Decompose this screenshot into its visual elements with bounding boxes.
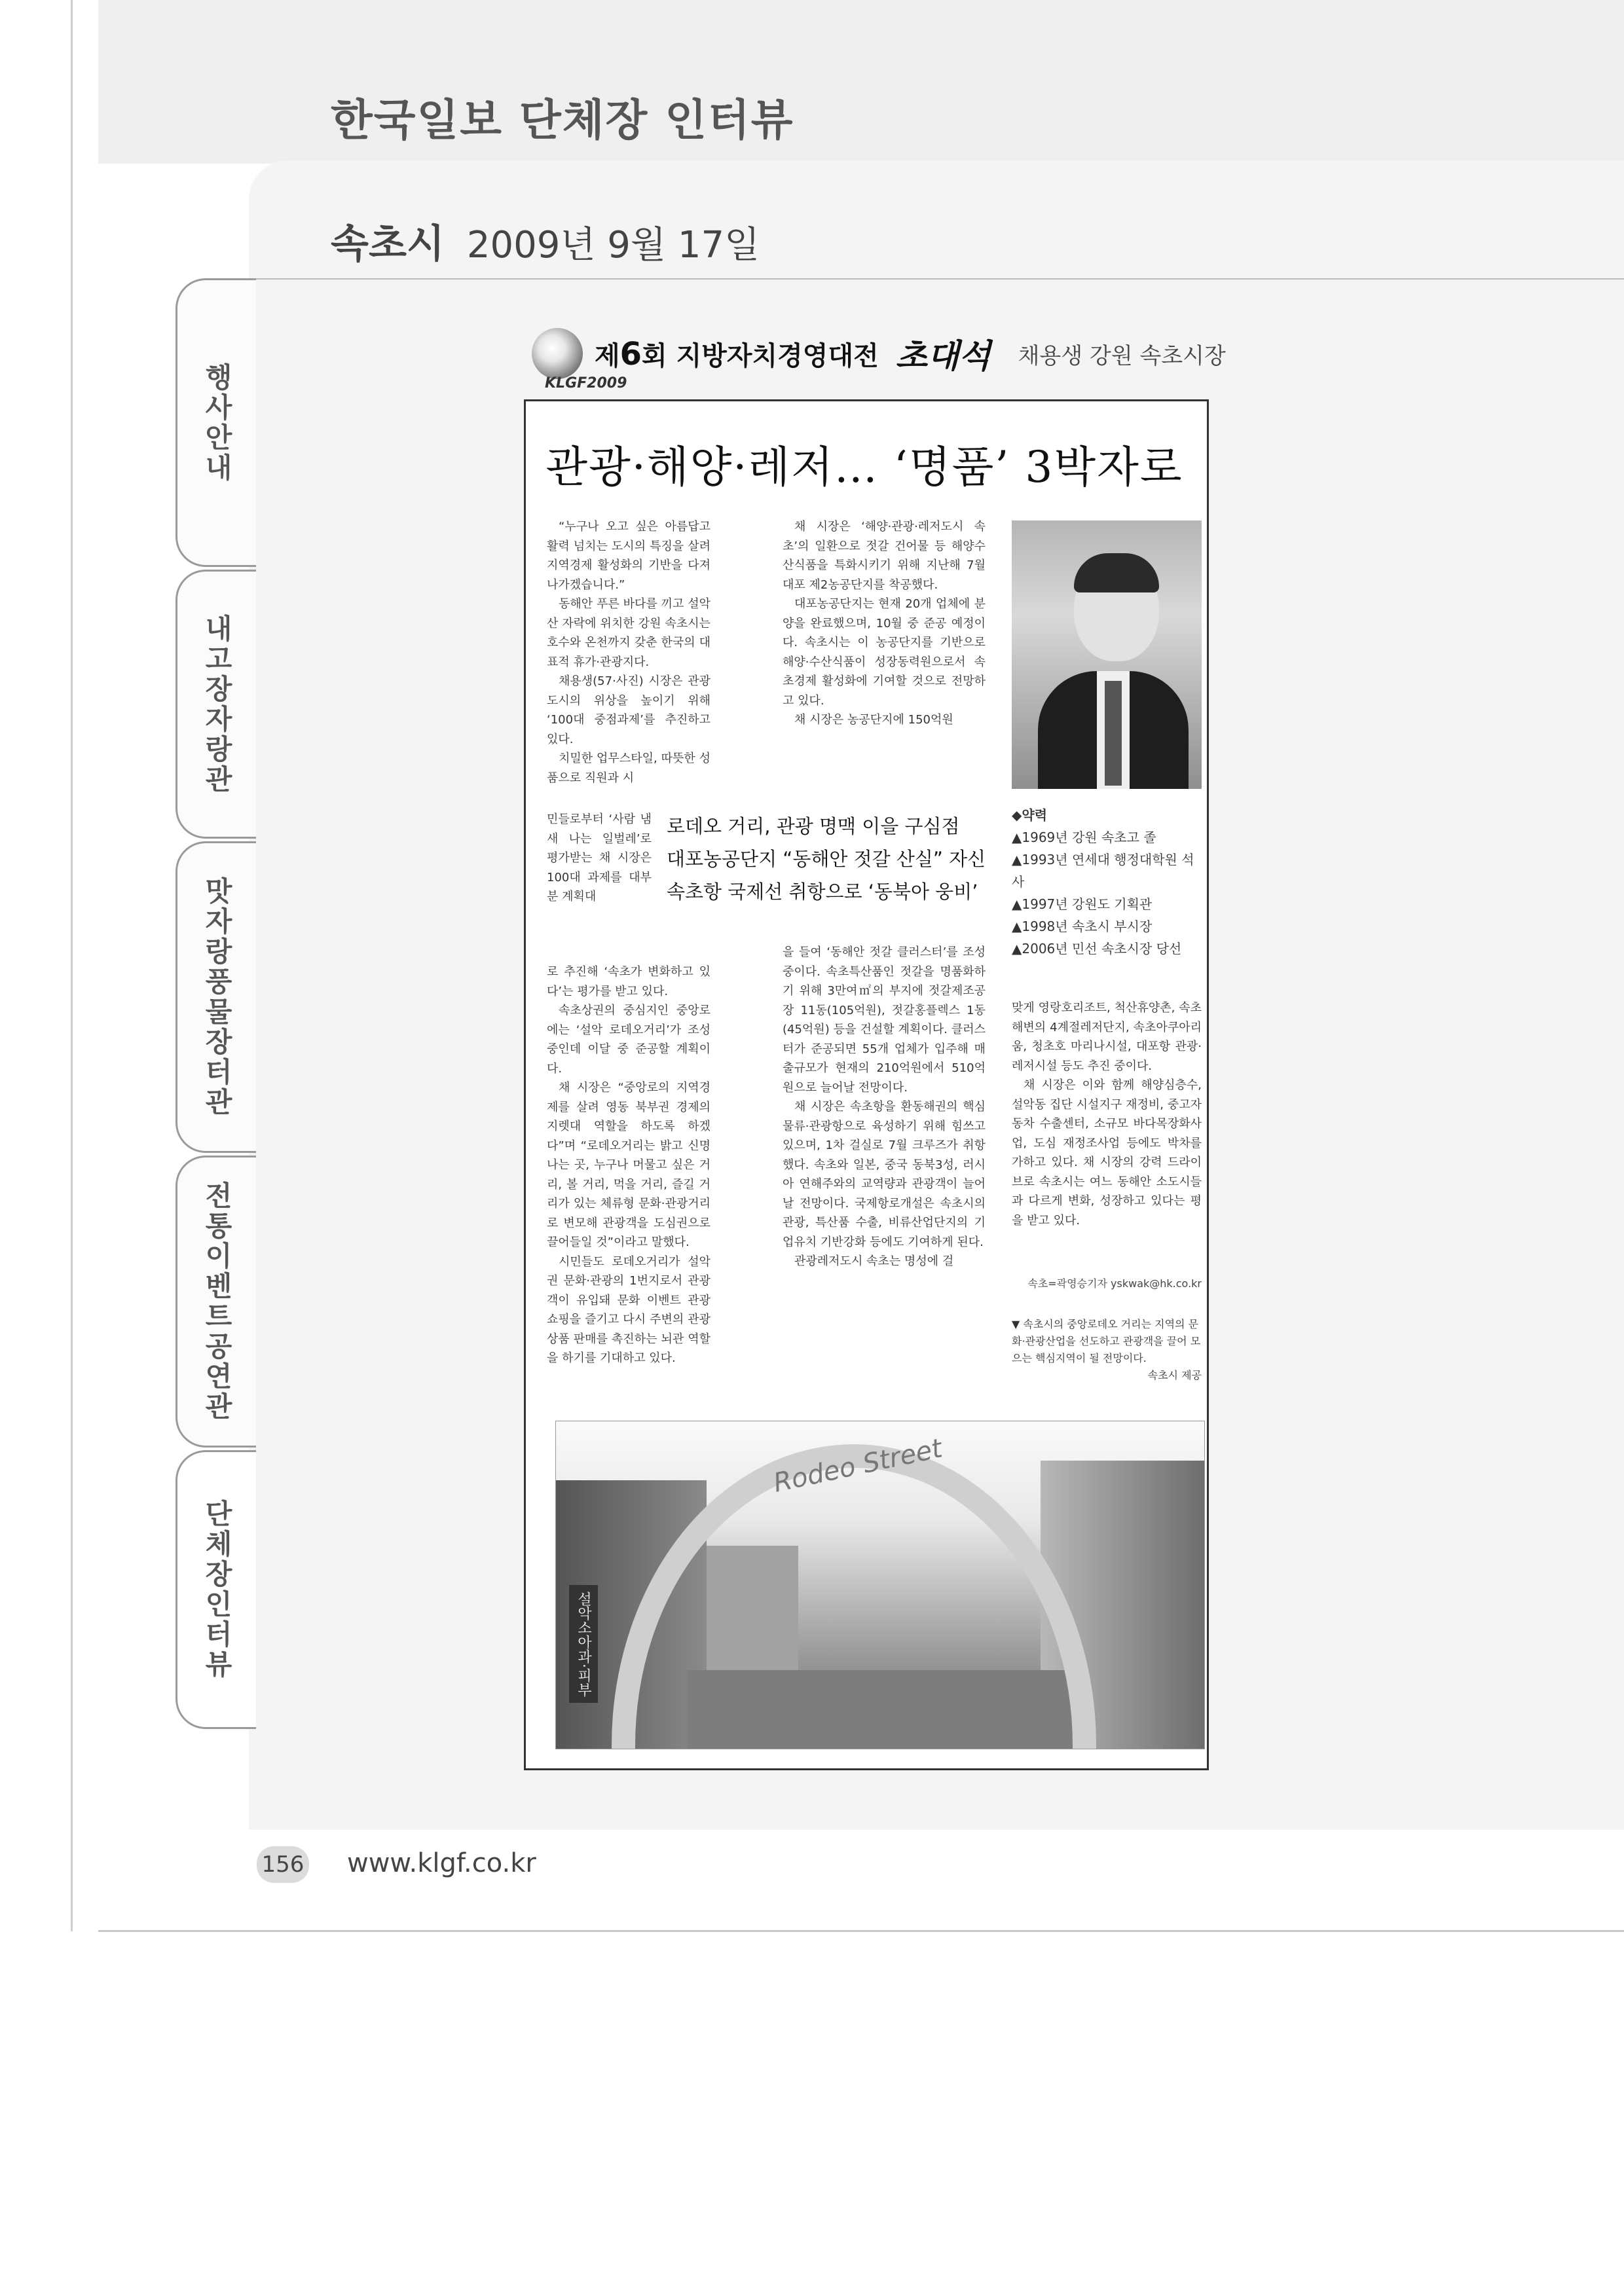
invited-seat-label: 초대석 [895,337,991,375]
logo-text: KLGF2009 [545,375,627,392]
tab-local-pride[interactable]: 내고장자랑관 [175,570,256,839]
career-box [1012,804,1202,960]
page-title: 한국일보 단체장 인터뷰 [331,95,794,145]
paragraph: 을 들여 ‘동해안 젓갈 클러스터’를 조성 중이다. 속초특산품인 젓갈을 명품화하기 위해 3만여㎡의 부지에 젓갈제조공장 11동(105억원), 젓갈홍플렉스 1동(45억원) 등을 건설할 계획이다. 클러스터가 준공되면 55개 업체가 입주해 매출규모가 현재의 210억원에서 510억원으로 늘어날 전망이다. [783,945,986,1095]
career-title: ◆약력 [1012,807,1048,823]
paragraph: 속초상권의 중심지인 중앙로에는 ‘설악 로데오거리’가 조성 중인데 이달 중 준공할 계획이다. [547,1004,710,1076]
paragraph: 채 시장은 “중앙로의 지역경제를 살려 영동 북부권 경제의 지렛대 역할을 하도록 하겠다”며 “로데오거리는 밝고 신명나는 곳, 누구나 머물고 싶은 거리, 볼 거리, 먹을 거리, 즐길 거리가 있는 체류형 문화·관광거리로 변모해 관광객을 도심권으로 끌어들일 것”이라고 말했다. [547,1081,710,1249]
career-item: ▲1997년 강원도 기획관 [1012,896,1153,912]
career-item: ▲1998년 속초시 부시장 [1012,919,1153,934]
paragraph: 채용생(57·사진) 시장은 관광도시의 위상을 높이기 위해 ‘100대 중점과제’를 추진하고 있다. [547,674,710,746]
interviewee: 채용생 강원 속초시장 [1018,342,1226,369]
article-column-3 [1012,998,1202,1230]
paragraph: 동해안 푸른 바다를 끼고 설악산 자락에 위치한 강원 속초시는 호수와 온천까지 갖춘 한국의 대표적 휴가·관광지다. [547,597,710,669]
article-headline: 관광·해양·레저… ‘명품’ 3박자로 [545,442,1183,492]
event-title: 제6회 지방자치경영대전 [595,335,879,373]
paragraph: 채 시장은 농공단지에 150억원 [794,713,953,727]
tab-food-market[interactable]: 맛자랑풍물장터관 [175,841,256,1153]
paragraph: 채 시장은 이와 함께 해양심층수, 설악동 집단 시설지구 재정비, 중고자동차 수출센터, 소규모 바다목장화사업, 도심 재정조사업 등에도 박차를 가하고 있다. 채 시장의 강력 드라이브로 속초시는 여느 동해안 소도시들과 다르게 변화, 성장하고 있다는 평을 받고 있다. [1012,1078,1202,1228]
klgf-logo [532,328,627,392]
photo-caption [1012,1316,1202,1384]
header-band [98,0,1624,164]
tab-traditional-events[interactable]: 전통이벤트공연관 [175,1156,256,1448]
page-number: 156 [257,1846,309,1883]
article-column-1-top [547,517,710,788]
article-date: 2009년 9월 17일 [466,224,760,266]
header-divider [249,278,1624,280]
pull-quote-line: 로데오 거리, 관광 명맥 이을 구심점 [667,815,960,837]
vertical-store-sign: 설악소아과·피부 [569,1585,598,1703]
article-column-2-bottom [783,943,986,1271]
tab-mayor-interview[interactable]: 단체장인터뷰 [175,1450,256,1729]
caption-text: ▼ 속초시의 중앙로데오 거리는 지역의 문화·관광산업을 선도하고 관광객을 끌어 모으는 핵심지역이 될 전망이다. [1012,1318,1201,1364]
paragraph: 채 시장은 속초항을 환동해권의 핵심 물류·관광항으로 육성하기 위해 힘쓰고 있으며, 1차 걸실로 7월 크루즈가 취항했다. 속초와 일본, 중국 동북3성, 러시아 연해주와의 교역량과 관광객이 늘어날 전망이다. 국제항로개설은 속초시의 관광, 특산품 수출, 비류산업단지의 기업유치 기반강화 등에도 기여하게 된다. [783,1100,986,1249]
career-item: ▲2006년 민선 속초시장 당선 [1012,941,1182,957]
sub-header [331,213,760,269]
paragraph: 민들로부터 ‘사람 냄새 나는 일벌레’로 평가받는 채 시장은 100대 과제를 대부분 계획대 [547,812,652,903]
portrait-tie [1105,681,1122,786]
city-name: 속초시 [331,221,445,267]
paragraph: 대포농공단지는 현재 20개 업체에 분양을 완료했으며, 10월 중 준공 예정이다. 속초시는 이 농공단지를 기반으로 해양·수산식품이 성장동력원으로서 속초경제 활성화에 기여할 것으로 전망하고 있다. [783,597,986,708]
website-url: www.klgf.co.kr [347,1848,536,1878]
arch-sign: Rodeo Street [771,1433,945,1499]
portrait-hair [1074,553,1159,592]
pull-quote-line: 속초항 국제선 취항으로 ‘동북아 웅비’ [667,881,978,903]
tab-event-info[interactable]: 행사안내 [175,278,256,567]
reporter-credit: 속초=곽영승기자 yskwak@hk.co.kr [1027,1277,1202,1290]
paragraph: 채 시장은 ‘해양·관광·레저도시 속초’의 일환으로 젓갈 건어물 등 해양수산식품을 특화시키기 위해 지난해 7월 대포 제2농공단지를 착공했다. [783,520,986,592]
paragraph: 관광레저도시 속초는 명성에 걸 [794,1254,954,1268]
pull-quote [667,810,986,908]
scan-edge-bottom [98,1930,1624,1932]
mayor-portrait-photo [1012,520,1202,789]
pull-quote-line: 대포농공단지 “동해안 젓갈 산실” 자신 [667,848,986,870]
paragraph: 로 추진해 ‘속초가 변화하고 있다’는 평가를 받고 있다. [547,965,710,998]
article-column-1-bottom [547,962,710,1368]
paragraph: “누구나 오고 싶은 아름답고 활력 넘치는 도시의 특징을 살려 지역경제 활성화의 기반을 다져 나가겠습니다.” [547,520,710,592]
career-item: ▲1969년 강원 속초고 졸 [1012,829,1156,845]
paragraph: 시민들도 로데오거리가 설악권 문화·관광의 1번지로서 관광객이 유입돼 문화 이벤트 관광 쇼핑을 즐기고 다시 주변의 관광상품 판매를 촉진하는 뇌관 역할을 하기를 기대하고 있다. [547,1254,710,1365]
paragraph: 치밀한 업무스타일, 따뜻한 성품으로 직원과 시 [547,752,710,785]
paragraph: 맞게 영랑호리조트, 척산휴양촌, 속초해변의 4계절레저단지, 속초아쿠아리움, 청초호 마리나시설, 대포항 관광·레저시설 등도 추진 중이다. [1012,1001,1202,1073]
scan-edge-left [71,0,73,1931]
event-banner [532,324,1226,392]
caption-source: 속초시 제공 [1147,1369,1202,1381]
career-item: ▲1993년 연세대 행정대학원 석사 [1012,852,1194,890]
article-column-2-top [783,517,986,730]
rodeo-street-photo [555,1421,1205,1749]
article-column-1-narrow [547,810,652,907]
